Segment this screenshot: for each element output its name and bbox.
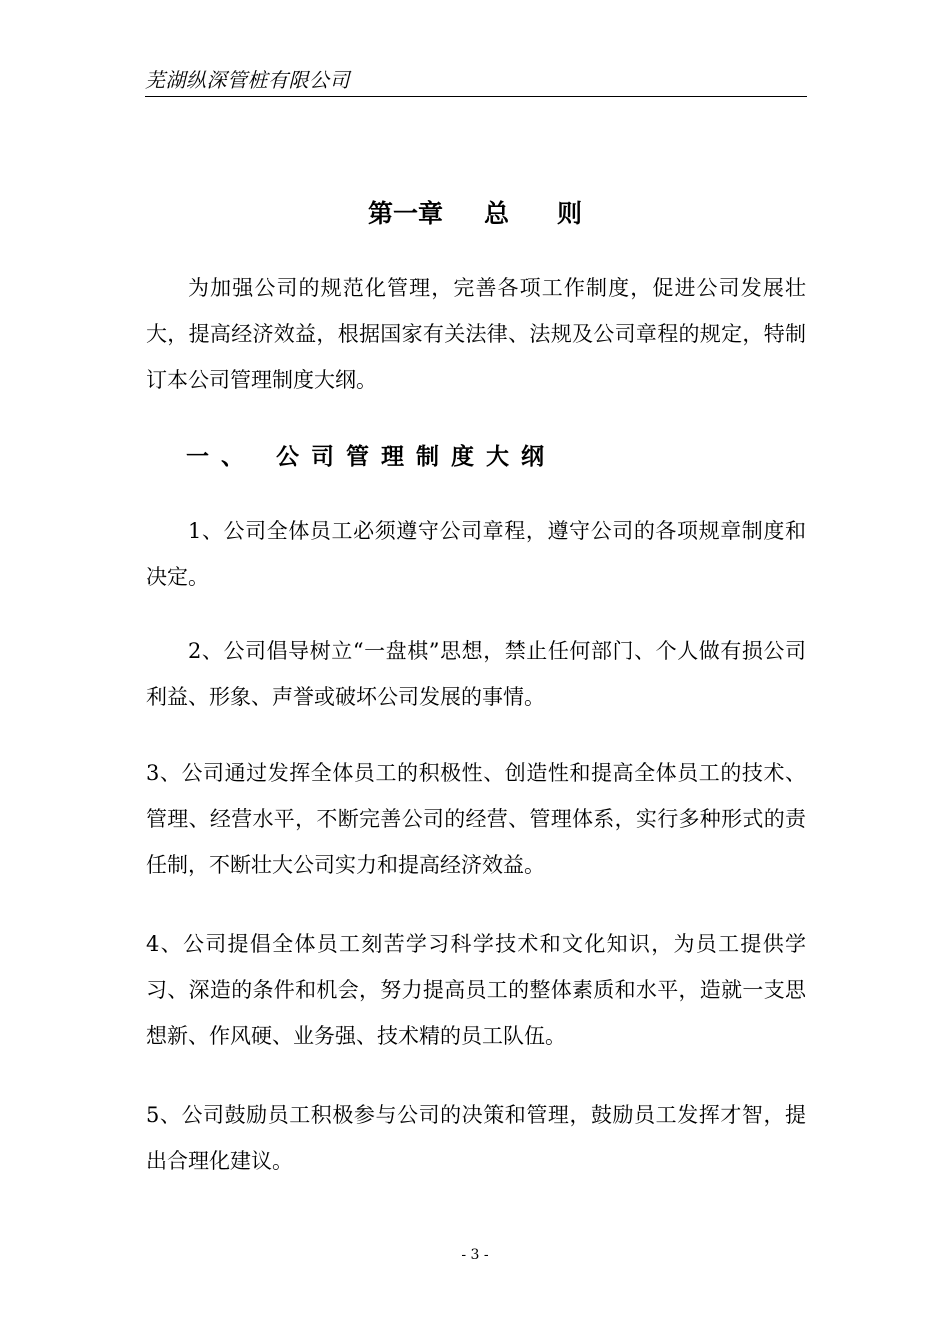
chapter-number: 第一章 [368,199,444,228]
header-company-name: 芜湖纵深管桩有限公司 [145,68,350,92]
intro-paragraph: 为加强公司的规范化管理，完善各项工作制度，促进公司发展壮大，提高经济效益，根据国家有关法律、法规及公司章程的规定，特制订本公司管理制度大纲。 [146,276,806,392]
list-item-4: 4、公司提倡全体员工刻苦学习科学技术和文化知识，为员工提供学习、深造的条件和机会，努力提高员工的整体素质和水平，造就一支思想新、作风硬、业务强、技术精的员工队伍。 [146,932,806,1048]
list-item-3: 3、公司通过发挥全体员工的积极性、创造性和提高全体员工的技术、管理、经营水平，不断完善公司的经营、管理体系，实行多种形式的责任制，不断壮大公司实力和提高经济效益。 [146,761,806,877]
page-number: - 3 - [461,1247,489,1263]
chapter-title [0,196,950,236]
list-item-2: 2、公司倡导树立“一盘棋”思想，禁止任何部门、个人做有损公司利益、形象、声誉或破坏公司发展的事情。 [146,639,806,709]
list-item-1: 1、公司全体员工必须遵守公司章程，遵守公司的各项规章制度和决定。 [146,519,806,589]
chapter-title-part2: 则 [557,199,583,228]
list-item-5: 5、公司鼓励员工积极参与公司的决策和管理，鼓励员工发挥才智，提出合理化建议。 [146,1103,806,1173]
chapter-title-part1: 总 [484,199,510,228]
page-header [145,66,807,97]
section-heading: 一、 公司管理制度大纲 [186,443,557,470]
